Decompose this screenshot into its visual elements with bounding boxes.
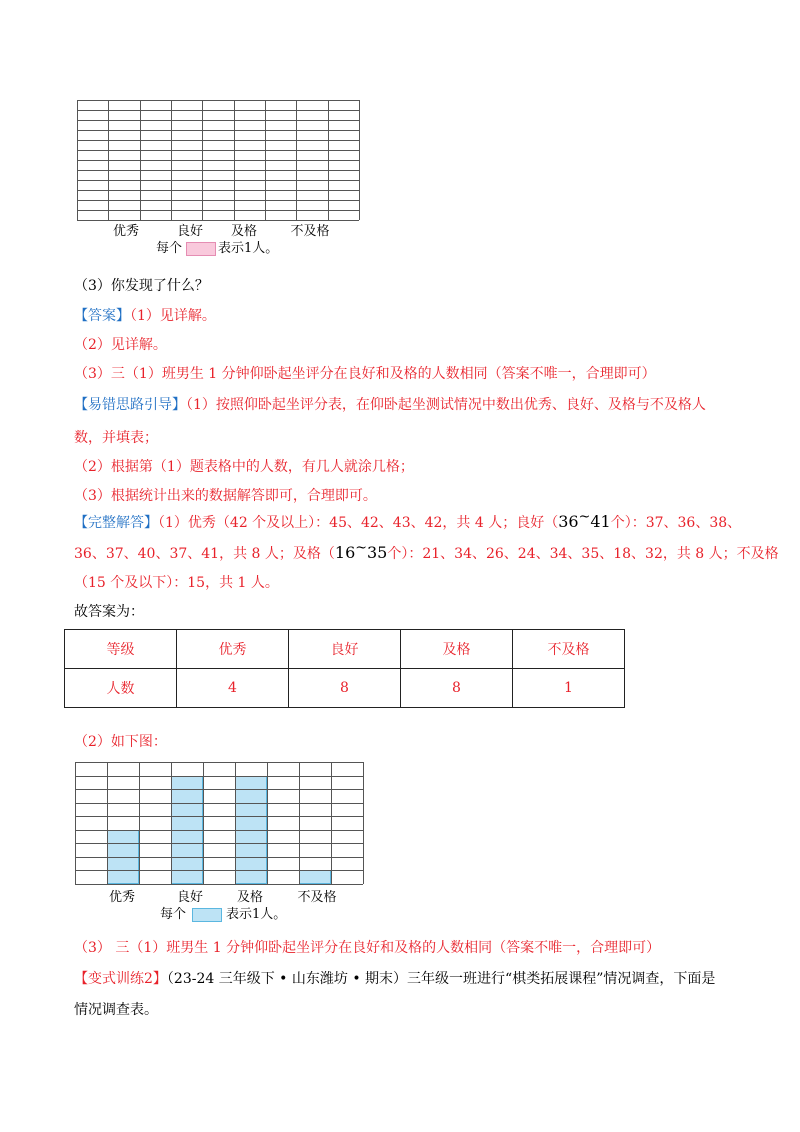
table-cell: 优秀	[177, 630, 289, 669]
table-cell: 8	[289, 669, 401, 708]
full-line-1	[74, 509, 742, 533]
grid-hline	[75, 857, 363, 858]
grid-vline	[171, 762, 172, 884]
full-2c: ~	[355, 540, 367, 556]
grid-vline	[299, 762, 300, 884]
guide-tag: 【易错思路引导】	[74, 397, 186, 413]
table-cell: 及格	[401, 630, 513, 669]
grid-hline	[77, 140, 359, 141]
grid-hline	[75, 870, 363, 871]
chart2-legend-swatch	[192, 908, 222, 922]
grid-vline	[267, 762, 268, 884]
so-answer: 故答案为：	[74, 604, 144, 620]
full-tag: 【完整解答】	[74, 515, 158, 531]
chart2-legend-prefix: 每个	[160, 907, 187, 922]
grid-hline	[75, 789, 363, 790]
table-cell: 8	[401, 669, 513, 708]
full-3: （15 个及以下）：15，共 1 人。	[74, 575, 279, 591]
grid-vline	[203, 762, 204, 884]
variant-text-2: 情况调查表。	[74, 1002, 158, 1018]
grid-vline	[359, 100, 360, 220]
full-2a: 36、37、40、37、41，共 8 人；及格（	[74, 546, 335, 562]
chart1-cat-pass: 及格	[230, 224, 257, 239]
table-row	[65, 669, 625, 708]
full-1c: ~	[578, 509, 591, 525]
grid-hline	[75, 816, 363, 817]
guide-2: （2）根据第（1）题表格中的人数，有几人就涂几格；	[74, 459, 414, 475]
grid-vline	[363, 762, 364, 884]
grid-hline	[77, 130, 359, 131]
q3-answer: （3） 三（1）班男生 1 分钟仰卧起坐评分在良好和及格的人数相同（答案不唯一，合理即可）	[74, 940, 661, 956]
answer-line-1	[74, 306, 216, 326]
grid-hline	[77, 150, 359, 151]
bar	[299, 870, 331, 884]
chart2-cat-label: 不及格	[297, 890, 337, 905]
answer-2: （2）见详解。	[74, 337, 167, 353]
full-1a: （1）优秀（42 个及以上）：45、42、43、42，共 4 人；良好（	[158, 515, 559, 531]
grid-hline	[77, 200, 359, 201]
question-3: （3）你发现了什么？	[74, 278, 209, 294]
q2-label: （2）如下图：	[74, 734, 167, 750]
empty-grid-chart	[77, 100, 359, 220]
guide-1b: 数，并填表；	[74, 430, 158, 446]
full-2e: 个）：21、34、26、24、34、35、18、32，共 8 人；不及格	[387, 546, 779, 562]
chart1-legend-suffix: 表示1人。	[218, 241, 279, 256]
guide-3: （3）根据统计出来的数据解答即可，合理即可。	[74, 488, 377, 504]
full-2b: 16	[334, 543, 356, 562]
table-cell: 人数	[65, 669, 177, 708]
chart2-cat-label: 及格	[236, 890, 263, 905]
table-cell: 良好	[289, 630, 401, 669]
variant-text: （23-24 三年级下 • 山东潍坊 • 期末）三年级一班进行“棋类拓展课程”情况调查，下面是	[166, 971, 716, 987]
grid-vline	[139, 762, 140, 884]
guide-1: （1）按照仰卧起坐评分表，在仰卧起坐测试情况中数出优秀、良好、及格与不及格人	[186, 397, 706, 413]
variant-tag: 【变式训练2】	[74, 971, 167, 987]
grid-hline	[75, 884, 363, 885]
grid-hline	[77, 180, 359, 181]
chart2-cat-label: 优秀	[108, 890, 135, 905]
bar-chart	[75, 762, 363, 884]
grid-hline	[75, 762, 363, 763]
grid-hline	[75, 843, 363, 844]
grid-vline	[107, 762, 108, 884]
grid-vline	[331, 762, 332, 884]
table-cell: 1	[513, 669, 625, 708]
full-2d: 35	[366, 543, 388, 562]
table-cell: 4	[177, 669, 289, 708]
grid-hline	[77, 170, 359, 171]
score-table	[64, 629, 625, 708]
grid-hline	[77, 210, 359, 211]
table-row	[65, 630, 625, 669]
table-cell: 不及格	[513, 630, 625, 669]
full-1d: 41	[590, 512, 611, 531]
grid-vline	[235, 762, 236, 884]
answer-tag: 【答案】	[74, 308, 130, 324]
guide-line-1	[74, 395, 706, 415]
table-cell: 等级	[65, 630, 177, 669]
chart1-cat-excellent: 优秀	[112, 224, 139, 239]
grid-hline	[75, 803, 363, 804]
grid-hline	[77, 190, 359, 191]
answer-1: （1）见详解。	[130, 308, 216, 324]
grid-hline	[77, 120, 359, 121]
chart2-cat-label: 良好	[176, 890, 203, 905]
full-line-2	[74, 540, 779, 564]
answer-3: （3）三（1）班男生 1 分钟仰卧起坐评分在良好和及格的人数相同（答案不唯一，合理即可）	[74, 366, 656, 382]
grid-hline	[77, 110, 359, 111]
full-1b: 36	[558, 512, 579, 531]
grid-hline	[75, 830, 363, 831]
grid-hline	[75, 776, 363, 777]
grid-hline	[77, 100, 359, 101]
chart1-legend-prefix: 每个	[156, 241, 183, 256]
chart1-cat-fail: 不及格	[290, 224, 330, 239]
variant-line-1	[74, 969, 715, 989]
grid-hline	[77, 160, 359, 161]
chart1-cat-good: 良好	[176, 224, 203, 239]
chart1-legend-swatch	[186, 242, 216, 256]
grid-vline	[75, 762, 76, 884]
chart2-legend-suffix: 表示1人。	[226, 907, 287, 922]
full-1e: 个）：37、36、38、	[610, 515, 742, 531]
